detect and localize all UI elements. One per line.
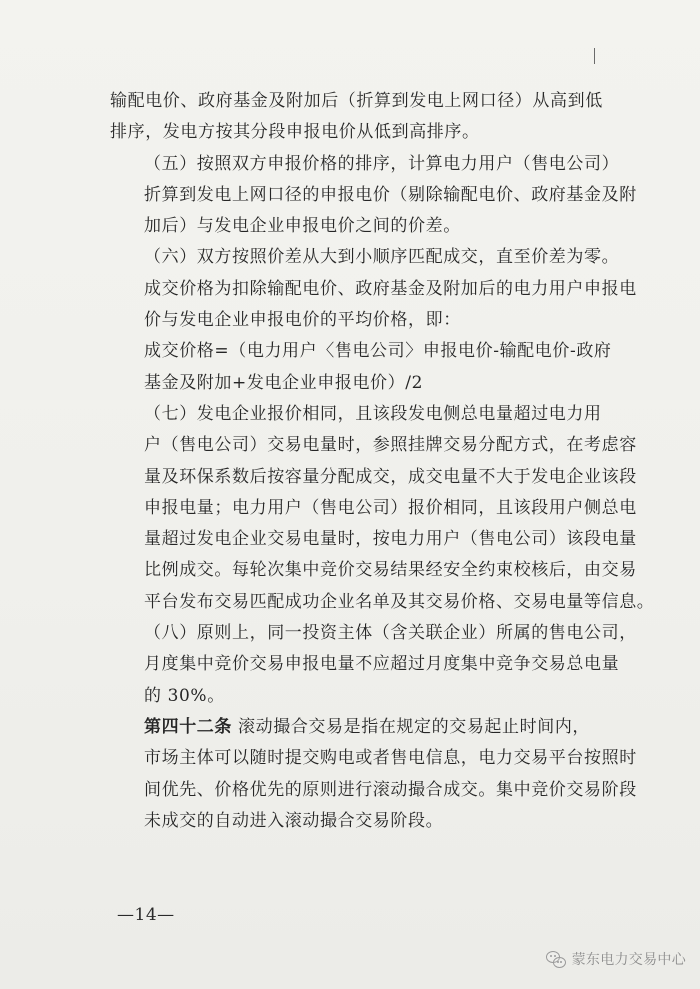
bubble-dot-icon [560, 961, 562, 963]
text-line: 输配电价、政府基金及附加后（折算到发电上网口径）从高到低 [110, 91, 603, 111]
source-watermark [545, 949, 686, 969]
text-line: 量及环保系数后按容量分配成交，成交电量不大于发电企业该段 [144, 466, 637, 487]
text-line: 量超过发电企业交易电量时，按电力用户（售电公司）该段电量 [144, 529, 637, 550]
text-line: 市场主体可以随时提交购电或者售电信息，电力交易平台按照时 [144, 748, 637, 769]
text-line: （七）发电企业报价相同，且该段发电侧总电量超过电力用 [144, 403, 602, 424]
paragraph-seven [110, 399, 655, 618]
bubble-dot-icon [550, 955, 552, 957]
text-line: 排序，发电方按其分段申报电价从低到高排序。 [110, 122, 480, 143]
text-line: 未成交的自动进入滚动撮合交易阶段。 [144, 810, 444, 831]
price-formula [110, 336, 612, 399]
text-line: 成交价格为扣除输配电价、政府基金及附加后的电力用户申报电 [144, 278, 637, 299]
article-heading: 第四十二条 [144, 716, 232, 737]
document-body [110, 86, 655, 837]
text-line: （五）按照双方申报价格的排序，计算电力用户（售电公司） [144, 153, 620, 174]
text-line: （六）双方按照价差从大到小顺序匹配成交，直至价差为零。 [144, 247, 620, 268]
article-forty-two [110, 712, 637, 837]
text-line: 申报电量；电力用户（售电公司）报价相同，且该段用户侧总电 [144, 497, 637, 518]
page-number: —14— [117, 905, 175, 925]
watermark-text: 蒙东电力交易中心 [571, 952, 686, 968]
text-line: 比例成交。每轮次集中竞价交易结果经安全约束校核后，由交易 [144, 560, 637, 581]
text-line: 户（售电公司）交易电量时，参照挂牌交易分配方式，在考虑容 [144, 435, 637, 456]
text-line: 的 30%。 [144, 685, 225, 706]
text-line [110, 712, 600, 743]
text-line: 间优先、价格优先的原则进行滚动撮合成交。集中竞价交易阶段 [144, 779, 637, 800]
paragraph-five [110, 149, 637, 243]
article-first-line: 滚动撮合交易是指在规定的交易起止时间内， [238, 716, 591, 737]
text-line: 折算到发电上网口径的申报电价（剔除输配电价、政府基金及附 [144, 184, 637, 205]
text-line: 成交价格=（电力用户〈售电公司〉申报电价-输配电价-政府 [144, 341, 612, 362]
paragraph-eight [110, 618, 637, 712]
text-line: 加后）与发电企业申报电价之间的价差。 [144, 216, 461, 237]
bubble-dot-icon [557, 961, 559, 963]
top-mark [594, 48, 595, 64]
paragraph-continuation [110, 86, 603, 149]
wechat-icon [545, 950, 567, 968]
text-line: 月度集中竞价交易申报电量不应超过月度集中竞争交易总电量 [144, 654, 620, 675]
bubble-dot-icon [554, 955, 556, 957]
chat-bubble-icon [553, 957, 566, 968]
text-line: 价与发电企业申报电价的平均价格，即： [144, 310, 461, 331]
text-line: 平台发布交易匹配成功企业名单及其交易价格、交易电量等信息。 [144, 591, 655, 612]
text-line: （八）原则上，同一投资主体（含关联企业）所属的售电公司， [144, 623, 637, 644]
paragraph-six [110, 242, 637, 336]
text-line: 基金及附加+发电企业申报电价）/2 [144, 372, 423, 393]
